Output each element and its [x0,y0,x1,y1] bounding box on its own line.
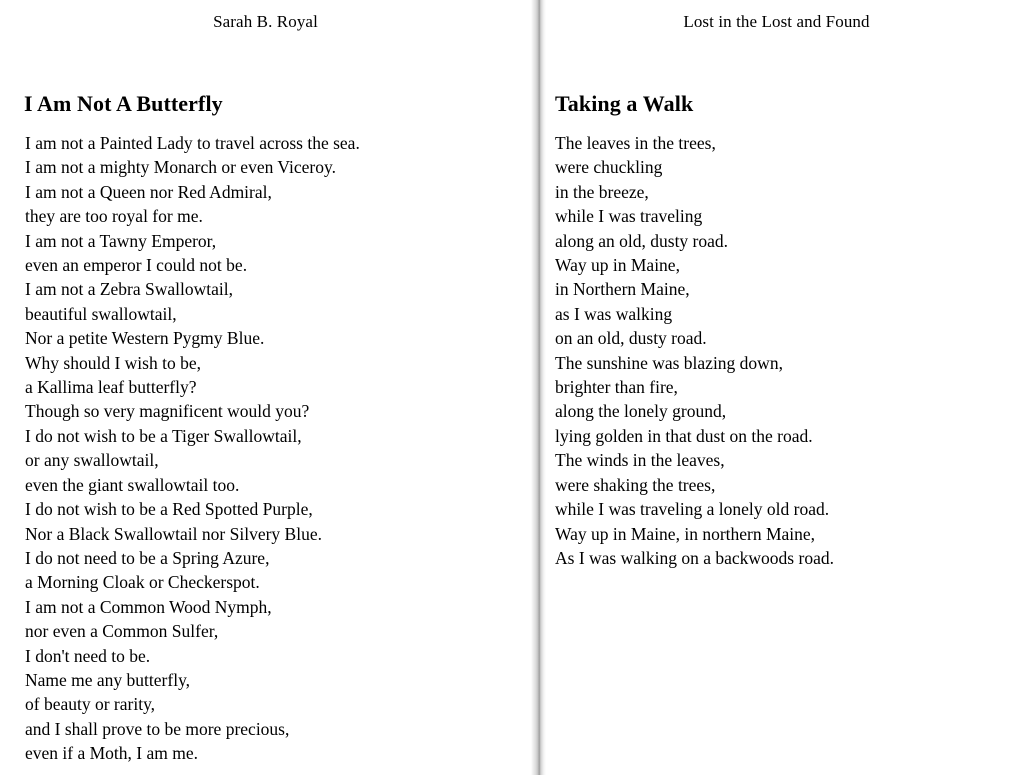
poem-line: I don't need to be. [25,645,151,666]
poem-line: of beauty or rarity, [25,694,156,715]
poem-line: on an old, dusty road. [555,328,707,349]
poem-line: a Morning Cloak or Checkerspot. [25,572,260,593]
poem-line: Way up in Maine, [555,255,680,276]
right-page-poem-body [555,117,998,570]
poem-line: in Northern Maine, [555,279,690,300]
poem-line: even an emperor I could not be. [25,255,248,276]
poem-line: were shaking the trees, [555,474,716,495]
poem-line: As I was walking on a backwoods road. [555,547,834,568]
poem-line: The leaves in the trees, [555,133,716,153]
poem-line: Nor a Black Swallowtail nor Silvery Blue. [25,523,322,544]
poem-line: even the giant swallowtail too. [25,474,240,495]
poem-line: along the lonely ground, [555,401,727,422]
poem-line: were chuckling [555,157,663,178]
left-page-poem-title: I Am Not A Butterfly [24,91,223,116]
poem-line: while I was traveling a lonely old road. [555,499,830,520]
poem-line: I am not a Tawny Emperor, [25,230,217,251]
poem-line: I am not a Common Wood Nymph, [25,596,272,617]
poem-line: beautiful swallowtail, [25,303,177,324]
poem-line: I do not wish to be a Tiger Swallowtail, [25,425,302,446]
poem-line: I do not wish to be a Red Spotted Purple, [25,499,313,520]
poem-line: even if a Moth, I am me. [25,743,199,764]
poem-line: a Kallima leaf butterfly? [25,377,197,398]
poem-line: along an old, dusty road. [555,230,729,251]
left-page-running-head: Sarah B. Royal [213,12,318,31]
poem-line: they are too royal for me. [25,206,203,227]
poem-line: as I was walking [555,303,673,324]
poem-line: and I shall prove to be more precious, [25,718,290,739]
poem-line: The sunshine was blazing down, [555,352,783,373]
poem-line: brighter than fire, [555,377,678,398]
poem-line: in the breeze, [555,181,649,202]
poem-line: or any swallowtail, [25,450,159,471]
right-page-running-head: Lost in the Lost and Found [683,12,870,31]
poem-line: I do not need to be a Spring Azure, [25,547,270,568]
poem-line: I am not a Zebra Swallowtail, [25,279,233,300]
poem-line: I am not a Queen nor Red Admiral, [25,181,272,202]
right-page [531,0,1022,775]
poem-line: I am not a mighty Monarch or even Viceroy. [25,157,336,178]
poem-line: lying golden in that dust on the road. [555,425,813,446]
poem-line: Why should I wish to be, [25,352,201,373]
poem-line: while I was traveling [555,206,703,227]
poem-line: The winds in the leaves, [555,450,725,471]
poem-line: I am not a Painted Lady to travel across the sea. [25,133,360,153]
poem-line: Name me any butterfly, [25,669,191,690]
right-page-poem-title: Taking a Walk [555,91,694,116]
poem-line: Nor a petite Western Pygmy Blue. [25,328,265,349]
left-page-poem-body [24,117,507,766]
poem-line: nor even a Common Sulfer, [25,621,219,642]
poem-line: Way up in Maine, in northern Maine, [555,523,816,544]
book-gutter-shadow [531,0,546,775]
poem-line: Though so very magnificent would you? [25,401,310,422]
